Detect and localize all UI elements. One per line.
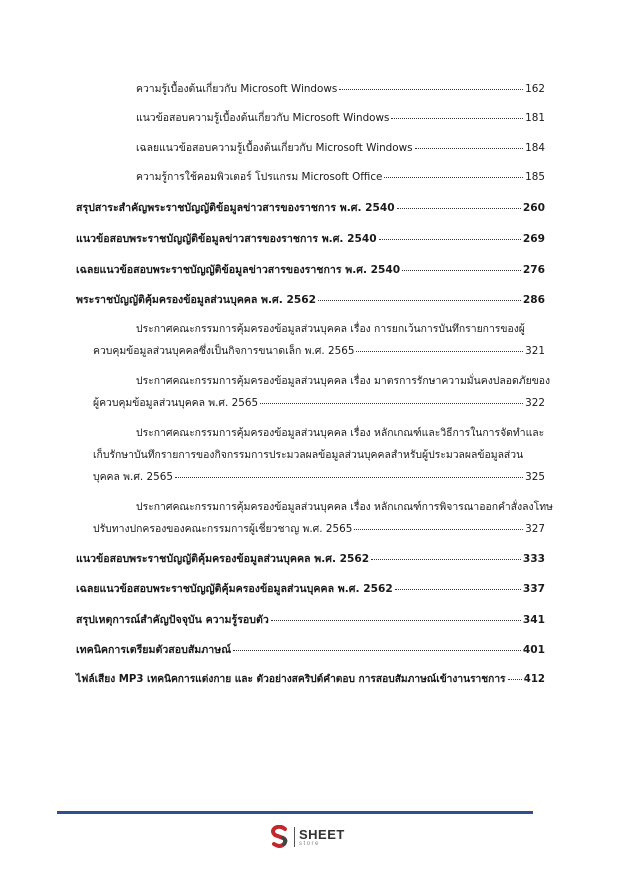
toc-entry-page: 162 [525,83,545,95]
toc-entry-page: 322 [525,397,545,409]
toc-chapter-page: 333 [522,553,545,565]
toc-entry[interactable] [93,520,545,537]
toc-announcement-line: เก็บรักษาบันทึกรายการของกิจกรรมการประมวลผลข้อมูลส่วนบุคคลสำหรับผู้ประมวลผลข้อมูลส่วน [93,449,524,461]
toc-entry-title: แนวข้อสอบความรู้เบื้องต้นเกี่ยวกับ Microsoft Windows [136,112,390,124]
toc-entry-page: 325 [525,471,545,483]
toc-entry-title: ควบคุมข้อมูลส่วนบุคคลซึ่งเป็นกิจการขนาดเล็ก พ.ศ. 2565 [93,345,355,357]
toc-announcement-line: ประกาศคณะกรรมการคุ้มครองข้อมูลส่วนบุคคล เรื่อง มาตรการรักษาความมั่นคงปลอดภัยของ [136,375,551,387]
toc-entry[interactable] [136,139,545,156]
leader-dots [354,529,523,530]
toc-chapter-page: 269 [522,233,545,245]
toc-chapter-page: 412 [523,674,545,685]
toc-entry-title: บุคคล พ.ศ. 2565 [93,471,173,483]
toc-chapter-title: เทคนิคการเตรียมตัวสอบสัมภาษณ์ [76,644,232,656]
leader-dots [391,118,523,119]
leader-dots [356,351,523,352]
leader-dots [371,559,521,560]
toc-chapter-title: ไฟล์เสียง MP3 เทคนิคการแต่งกาย และ ตัวอย่างสคริปต์คำตอบ การสอบสัมภาษณ์เข้างานราชการ [76,674,506,685]
toc-chapter-title: แนวข้อสอบพระราชบัญญัติคุ้มครองข้อมูลส่วนบุคคล พ.ศ. 2562 [76,553,370,565]
toc-entry[interactable] [136,109,545,126]
leader-dots [339,89,523,90]
toc-chapter-title: แนวข้อสอบพระราชบัญญัติข้อมูลข่าวสารของราชการ พ.ศ. 2540 [76,233,377,245]
toc-entry-page: 181 [525,112,545,124]
toc-entry-title: ผู้ควบคุมข้อมูลส่วนบุคคล พ.ศ. 2565 [93,397,259,409]
toc-chapter[interactable] [76,611,545,628]
leader-dots [271,620,521,621]
leader-dots [384,177,523,178]
toc-chapter[interactable] [76,199,545,216]
toc-chapter-title: เฉลยแนวข้อสอบพระราชบัญญัติข้อมูลข่าวสารของราชการ พ.ศ. 2540 [76,264,401,276]
toc-chapter-title: สรุปสาระสำคัญพระราชบัญญัติข้อมูลข่าวสารของราชการ พ.ศ. 2540 [76,202,395,214]
toc-chapter[interactable] [76,230,545,247]
toc-entry-page: 185 [525,171,545,183]
toc-entry[interactable] [93,468,545,485]
leader-dots [233,650,521,651]
toc-announcement-line: ประกาศคณะกรรมการคุ้มครองข้อมูลส่วนบุคคล เรื่อง หลักเกณฑ์และวิธีการในการจัดทำและ [136,427,545,439]
toc-entry-title: ความรู้การใช้คอมพิวเตอร์ โปรแกรม Microsoft Office [136,171,383,183]
leader-dots [397,208,521,209]
toc-entry[interactable] [93,342,545,359]
logo-wordmark: SHEET [299,826,345,842]
toc-announcement-line: ประกาศคณะกรรมการคุ้มครองข้อมูลส่วนบุคคล เรื่อง การยกเว้นการบันทึกรายการของผู้ [136,323,525,335]
toc-chapter-page: 276 [522,264,545,276]
toc-announcement-line: ประกาศคณะกรรมการคุ้มครองข้อมูลส่วนบุคคล เรื่อง หลักเกณฑ์การพิจารณาออกคำสั่งลงโทษ [136,501,553,513]
toc-entry-page: 327 [525,523,545,535]
toc-chapter-title: เฉลยแนวข้อสอบพระราชบัญญัติคุ้มครองข้อมูลส่วนบุคคล พ.ศ. 2562 [76,583,393,595]
footer-divider [57,811,533,814]
toc-chapter[interactable] [76,261,545,278]
leader-dots [175,477,523,478]
toc-entry[interactable] [93,394,545,411]
toc-chapter[interactable] [76,641,545,658]
leader-dots [318,300,521,301]
logo-separator [294,827,295,847]
sheet-s-logo-icon [270,825,290,849]
toc-chapter[interactable] [76,550,545,567]
toc-chapter[interactable] [76,291,545,308]
toc-entry-page: 184 [525,142,545,154]
toc-entry-title: ความรู้เบื้องต้นเกี่ยวกับ Microsoft Windows [136,83,338,95]
toc-chapter-page: 337 [522,583,545,595]
toc-chapter-page: 341 [522,614,545,626]
leader-dots [379,239,521,240]
leader-dots [508,679,522,680]
toc-entry[interactable] [136,168,545,185]
toc-chapter[interactable] [76,671,545,687]
toc-entry-page: 321 [525,345,545,357]
leader-dots [395,589,521,590]
toc-chapter-page: 286 [522,294,545,306]
toc-entry[interactable] [136,80,545,97]
sheet-store-logo [270,825,345,849]
leader-dots [402,270,521,271]
toc-chapter-title: พระราชบัญญัติคุ้มครองข้อมูลส่วนบุคคล พ.ศ. 2562 [76,294,316,306]
leader-dots [415,148,524,149]
toc-chapter-title: สรุปเหตุการณ์สำคัญปัจจุบัน ความรู้รอบตัว [76,614,269,626]
leader-dots [260,403,523,404]
toc-chapter-page: 260 [522,202,545,214]
toc-chapter-page: 401 [522,644,545,656]
toc-entry-title: ปรับทางปกครองของคณะกรรมการผู้เชี่ยวชาญ พ.ศ. 2565 [93,523,353,535]
logo-subtext: store [299,840,320,847]
toc-entry-title: เฉลยแนวข้อสอบความรู้เบื้องต้นเกี่ยวกับ Microsoft Windows [136,142,413,154]
toc-chapter[interactable] [76,580,545,597]
